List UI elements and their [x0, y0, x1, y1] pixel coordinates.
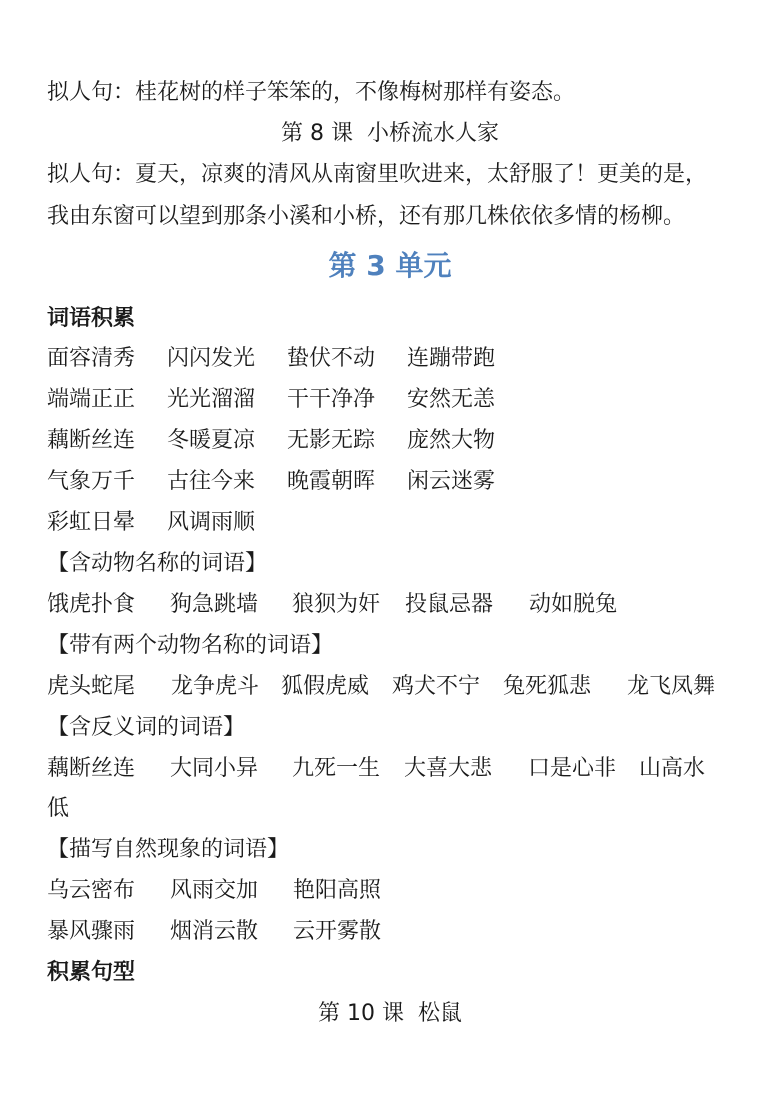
vocab-word: 鸡犬不宁: [392, 674, 481, 699]
lesson-8-title: 第 8 课 小桥流水人家: [281, 121, 499, 146]
vocab-word: 狐假虎威: [281, 674, 370, 699]
vocab-word: 端端正正: [47, 387, 136, 412]
vocab-word: 艳阳高照: [293, 878, 382, 903]
vocab-word: 龙争虎斗: [171, 674, 260, 699]
personification-sentence-2: 拟人句：夏天，凉爽的清风从南窗里吹进来，太舒服了！更美的是，: [47, 162, 708, 187]
vocab-word: 口是心非: [528, 756, 617, 781]
vocab-word: 风调雨顺: [167, 510, 256, 535]
vocab-word: 饿虎扑食: [47, 592, 136, 617]
vocab-word: 光光溜溜: [167, 387, 256, 412]
vocab-word: 彩虹日晕: [47, 510, 136, 535]
vocab-word: 风雨交加: [170, 878, 259, 903]
vocab-word: 面容清秀: [47, 346, 136, 371]
vocab-word: 无影无踪: [287, 428, 376, 453]
vocab-word: 兔死狐悲: [503, 674, 592, 699]
vocab-word: 闲云迷雾: [407, 469, 496, 494]
antonym-words-heading: 【含反义词的词语】: [47, 715, 246, 740]
vocab-word: 藕断丝连: [47, 756, 136, 781]
vocab-word: 大同小异: [170, 756, 259, 781]
vocab-word: 云开雾散: [293, 919, 382, 944]
vocab-word: 庞然大物: [407, 428, 496, 453]
vocab-word: 冬暖夏凉: [167, 428, 256, 453]
vocab-word: 龙飞凤舞: [627, 674, 716, 699]
vocab-heading: 词语积累: [47, 306, 136, 331]
vocab-word: 安然无恙: [407, 387, 496, 412]
lesson-10-title: 第 10 课 松鼠: [318, 1001, 462, 1026]
vocab-word: 烟消云散: [170, 919, 259, 944]
vocab-word: 藕断丝连: [47, 428, 136, 453]
vocab-word: 投鼠忌器: [405, 592, 494, 617]
vocab-word: 古往今来: [167, 469, 256, 494]
antonym-words-row-cont: 低: [47, 796, 70, 821]
vocab-word: 暴风骤雨: [47, 919, 136, 944]
vocab-word: 气象万千: [47, 469, 136, 494]
vocab-word: 连蹦带跑: [407, 346, 496, 371]
vocab-word: 动如脱兔: [529, 592, 618, 617]
vocab-word: 晚霞朝晖: [287, 469, 376, 494]
vocab-word: 干干净净: [287, 387, 376, 412]
nature-words-heading: 【描写自然现象的词语】: [47, 837, 290, 862]
vocab-word: 九死一生: [292, 756, 381, 781]
sentence-patterns-heading: 积累句型: [47, 960, 136, 985]
vocab-word: 闪闪发光: [167, 346, 256, 371]
vocab-word: 狗急跳墙: [170, 592, 259, 617]
vocab-word: 乌云密布: [47, 878, 136, 903]
animal-words-heading: 【含动物名称的词语】: [47, 551, 268, 576]
unit-3-title: 第 3 单元: [328, 249, 452, 282]
vocab-word: 蛰伏不动: [287, 346, 376, 371]
two-animal-words-heading: 【带有两个动物名称的词语】: [47, 633, 334, 658]
vocab-word: 虎头蛇尾: [47, 674, 136, 699]
vocab-word: 狼狈为奸: [292, 592, 381, 617]
vocab-word: 大喜大悲: [404, 756, 493, 781]
personification-sentence-1: 拟人句：桂花树的样子笨笨的，不像梅树那样有姿态。: [47, 80, 576, 105]
vocab-word: 山高水: [639, 756, 706, 781]
personification-sentence-2-cont: 我由东窗可以望到那条小溪和小桥，还有那几株依依多情的杨柳。: [47, 204, 686, 229]
